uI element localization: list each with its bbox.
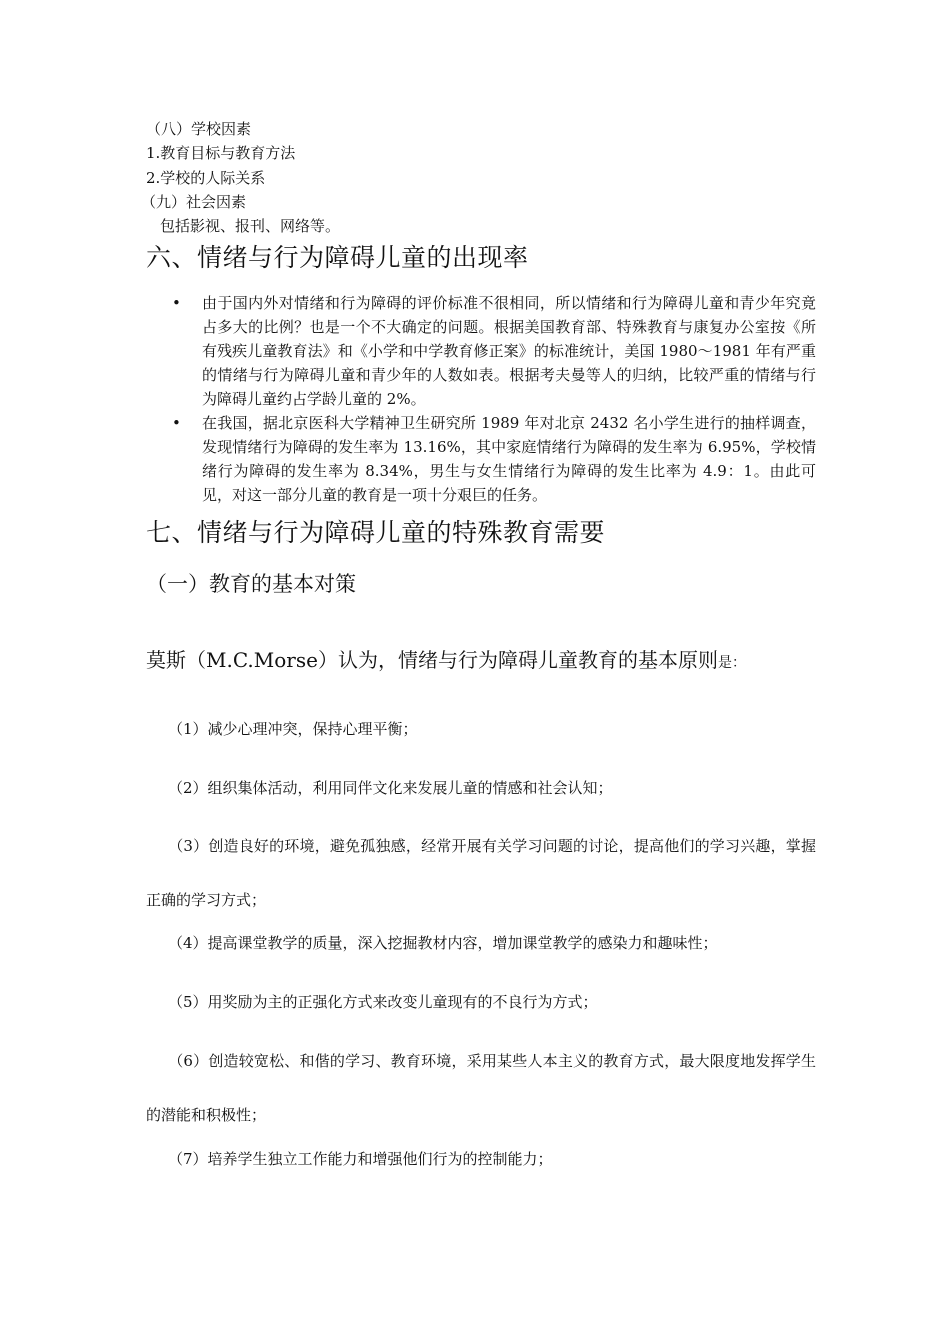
bullet-item — [148, 291, 816, 411]
principle-item: （6）创造较宽松、和偕的学习、教育环境，采用某些人本主义的教育方式，最大限度地发挥学生的潜能和积极性； — [146, 1052, 816, 1124]
section-7-title: 七、情绪与行为障碍儿童的特殊教育需要 — [146, 518, 606, 547]
principle-item: （2）组织集体活动，利用同伴文化来发展儿童的情感和社会认知； — [168, 779, 613, 797]
social-factors-body: 包括影视、报刊、网络等。 — [160, 217, 341, 235]
section-7-subheading: （一）教育的基本对策 — [146, 572, 356, 596]
principle-item: （3）创造良好的环境，避免孤独感，经常开展有关学习问题的讨论，提高他们的学习兴趣，掌握正确的学习方式； — [146, 837, 816, 909]
bullet-text: 由于国内外对情绪和行为障碍的评价标准不很相同，所以情绪和行为障碍儿童和青少年究竟占多大的比例？也是一个不大确定的问题。根据美国教育部、特殊教育与康复办公室按《所有残疾儿童教育法》和《小学和中学教育修正案》的标准统计，美国 1980～1981 年有严重的情绪与行为障碍儿童和青少年的人数如表。根据考夫曼等人的归纳，比较严重的情绪与行为障碍儿童约占学龄儿童的 2%。 — [202, 294, 816, 408]
school-factors-item-2: 2.学校的人际关系 — [146, 169, 266, 187]
social-factors-heading: （九）社会因素 — [141, 193, 247, 211]
school-factors-item-1: 1.教育目标与教育方法 — [146, 144, 296, 162]
bullet-dot-icon: • — [172, 294, 181, 312]
morse-principles-lead — [146, 646, 746, 677]
section-6-title: 六、情绪与行为障碍儿童的出现率 — [146, 243, 529, 272]
principle-item: （4）提高课堂教学的质量，深入挖掘教材内容，增加课堂教学的感染力和趣味性； — [168, 934, 718, 952]
principle-item: （1）减少心理冲突，保持心理平衡； — [168, 720, 418, 738]
section-6-bullets — [148, 291, 816, 507]
bullet-item — [148, 411, 816, 507]
bullet-text: 在我国，据北京医科大学精神卫生研究所 1989 年对北京 2432 名小学生进行的抽样调查，发现情绪行为障碍的发生率为 13.16%，其中家庭情绪行为障碍的发生率为 6.95%，学校情绪行为障碍的发生率为 8.34%，男生与女生情绪行为障碍的发生比率为 4.9：1。由此可见，对这一部分儿童的教育是一项十分艰巨的任务。 — [202, 414, 816, 504]
lead-tail: 是： — [717, 655, 746, 671]
bullet-dot-icon: • — [172, 414, 181, 432]
principle-item: （7）培养学生独立工作能力和增强他们行为的控制能力； — [168, 1150, 553, 1168]
lead-main: 莫斯（M.C.Morse）认为，情绪与行为障碍儿童教育的基本原则 — [146, 648, 718, 672]
principle-item: （5）用奖励为主的正强化方式来改变儿童现有的不良行为方式； — [168, 993, 598, 1011]
school-factors-heading: （八）学校因素 — [146, 120, 252, 138]
